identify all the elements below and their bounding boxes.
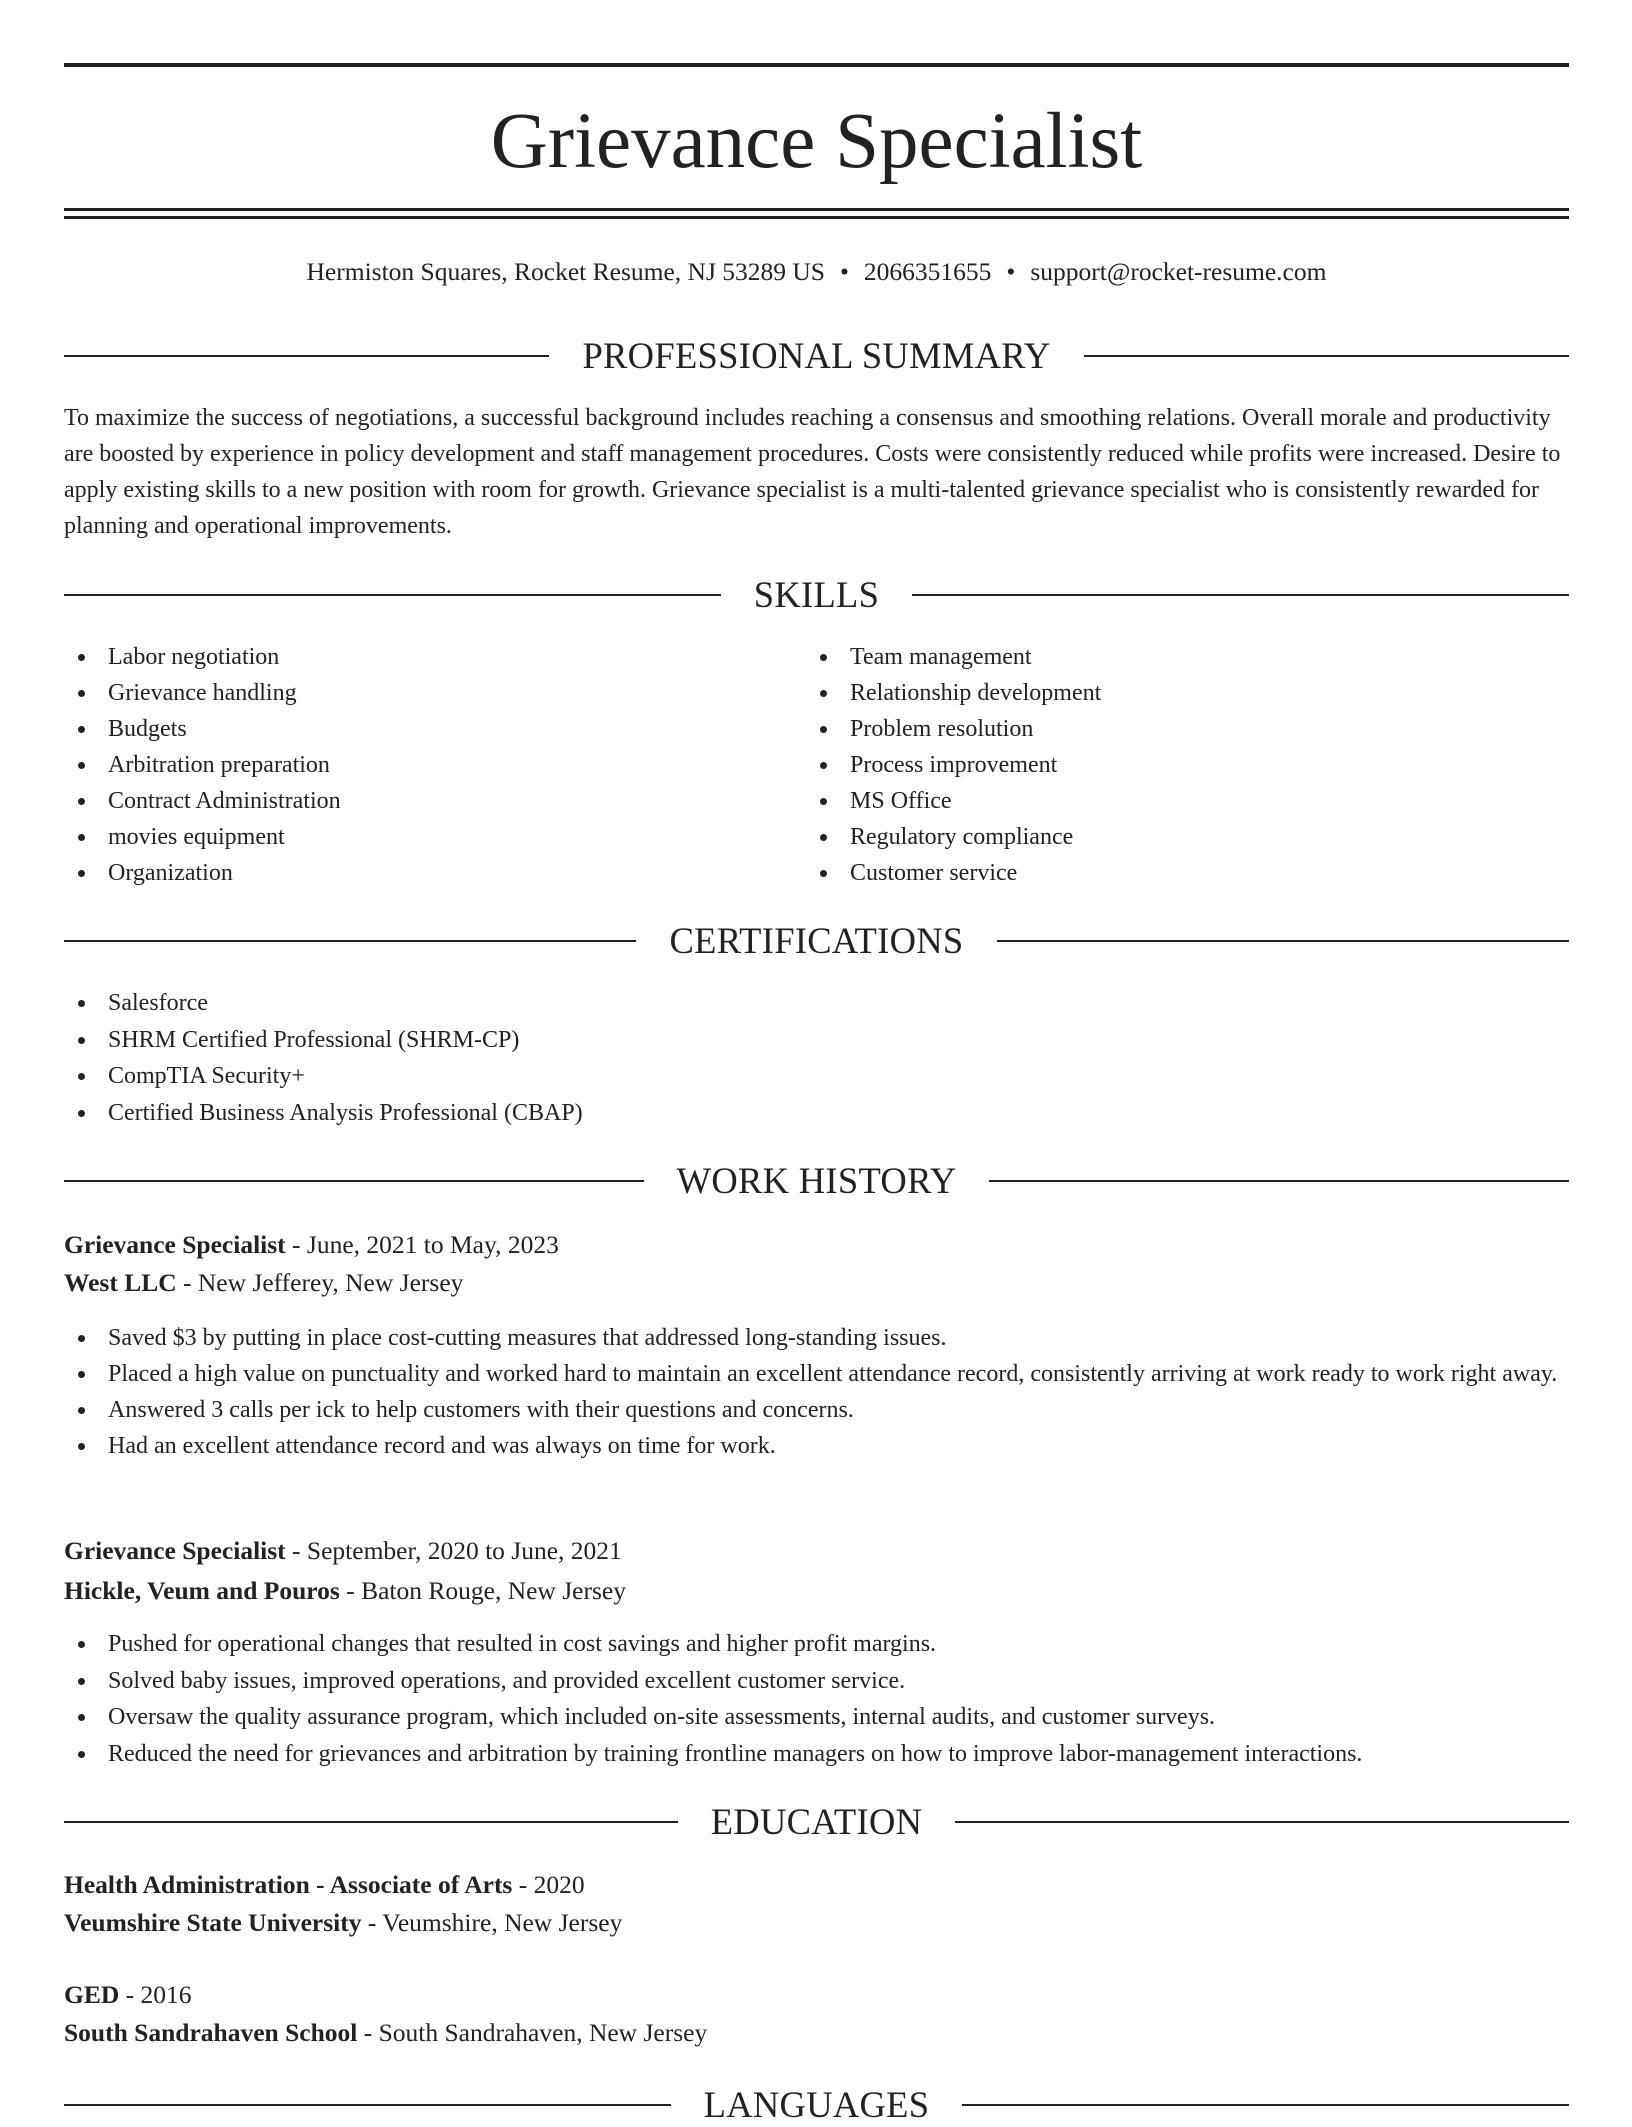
education-degree-line bbox=[64, 1866, 1569, 1904]
job-title-line bbox=[64, 1226, 1569, 1264]
job-role: Grievance Specialist bbox=[64, 1536, 286, 1565]
header-top-rule bbox=[64, 63, 1569, 67]
skills-heading: SKILLS bbox=[64, 573, 1569, 617]
work-history-heading: WORK HISTORY bbox=[64, 1159, 1569, 1203]
education-location: - South Sandrahaven, New Jersey bbox=[357, 2018, 708, 2047]
skill-item: Process improvement bbox=[806, 747, 1506, 783]
job-company-line bbox=[64, 1264, 1569, 1302]
skill-item: Relationship development bbox=[806, 675, 1506, 711]
skill-item: Arbitration preparation bbox=[64, 747, 764, 783]
job-bullet: Pushed for operational changes that resulted in cost savings and higher profit margins. bbox=[64, 1626, 1569, 1663]
job-bullet: Oversaw the quality assurance program, which included on-site assessments, internal audits, and customer surveys. bbox=[64, 1699, 1569, 1736]
education-school-line bbox=[64, 2014, 1569, 2052]
job-dates: - June, 2021 to May, 2023 bbox=[285, 1230, 559, 1259]
certification-item: CompTIA Security+ bbox=[64, 1058, 1569, 1095]
summary-heading: PROFESSIONAL SUMMARY bbox=[64, 334, 1569, 378]
education-degree: Health Administration - Associate of Arts bbox=[64, 1870, 513, 1899]
header-bottom-rule-2 bbox=[64, 216, 1569, 219]
skill-item: Budgets bbox=[64, 711, 764, 747]
resume-name: Grievance Specialist bbox=[490, 98, 1143, 185]
job-location: - New Jefferey, New Jersey bbox=[176, 1268, 464, 1297]
job-bullet: Saved $3 by putting in place cost-cutting measures that addressed long-standing issues. bbox=[64, 1320, 1569, 1356]
job-bullet: Placed a high value on punctuality and worked hard to maintain an excellent attendance record, consistently arriving at work ready to work right away. bbox=[64, 1356, 1569, 1392]
contact-phone: 2066351655 bbox=[863, 257, 992, 286]
education-degree-line bbox=[64, 1976, 1569, 2014]
education-year: - 2016 bbox=[119, 1980, 192, 2009]
skill-item: Contract Administration bbox=[64, 783, 764, 819]
education-location: - Veumshire, New Jersey bbox=[361, 1908, 623, 1937]
skill-item: Regulatory compliance bbox=[806, 819, 1506, 855]
job-bullet: Answered 3 calls per ick to help customers with their questions and concerns. bbox=[64, 1392, 1569, 1428]
certifications-heading: CERTIFICATIONS bbox=[64, 919, 1569, 963]
job-bullets bbox=[64, 1320, 1569, 1464]
job-company: Hickle, Veum and Pouros bbox=[64, 1576, 340, 1605]
skills-list-left bbox=[64, 639, 764, 891]
job-dates: - September, 2020 to June, 2021 bbox=[285, 1536, 622, 1565]
skill-item: Grievance handling bbox=[64, 675, 764, 711]
education-heading: EDUCATION bbox=[64, 1800, 1569, 1844]
job-title-line bbox=[64, 1532, 1569, 1570]
job-company: West LLC bbox=[64, 1268, 177, 1297]
job-company-line bbox=[64, 1572, 1569, 1610]
skill-item: Labor negotiation bbox=[64, 639, 764, 675]
skill-item: Problem resolution bbox=[806, 711, 1506, 747]
contact-email[interactable]: support@rocket-resume.com bbox=[1030, 257, 1327, 286]
contact-line bbox=[64, 254, 1569, 290]
contact-separator: • bbox=[1006, 257, 1016, 286]
skill-item: MS Office bbox=[806, 783, 1506, 819]
skill-item: Organization bbox=[64, 855, 764, 891]
job-location: - Baton Rouge, New Jersey bbox=[339, 1576, 626, 1605]
education-degree: GED bbox=[64, 1980, 120, 2009]
job-bullet: Had an excellent attendance record and was always on time for work. bbox=[64, 1428, 1569, 1464]
education-school-line bbox=[64, 1904, 1569, 1942]
skill-item: movies equipment bbox=[64, 819, 764, 855]
job-bullet: Reduced the need for grievances and arbitration by training frontline managers on how to improve labor-management interactions. bbox=[64, 1736, 1569, 1773]
skill-item: Team management bbox=[806, 639, 1506, 675]
job-role: Grievance Specialist bbox=[64, 1230, 286, 1259]
skills-list-right bbox=[806, 639, 1506, 891]
contact-address: Hermiston Squares, Rocket Resume, NJ 53289 US bbox=[306, 257, 825, 286]
job-bullets bbox=[64, 1626, 1569, 1772]
education-year: - 2020 bbox=[512, 1870, 585, 1899]
summary-text: To maximize the success of negotiations, a successful background includes reaching a consensus and smoothing relations. Overall morale and productivity are boosted by experience in policy development and staff management procedures. Costs were consistently reduced while profits were increased. Desire to apply existing skills to a new position with room for growth. Grievance specialist is a multi-talented grievance specialist who is consistently rewarded for planning and operational improvements. bbox=[64, 405, 1561, 539]
certification-item: SHRM Certified Professional (SHRM-CP) bbox=[64, 1022, 1569, 1059]
certifications-list bbox=[64, 985, 1569, 1131]
certification-item: Certified Business Analysis Professional (CBAP) bbox=[64, 1095, 1569, 1132]
header-bottom-rule-1 bbox=[64, 208, 1569, 211]
languages-heading: LANGUAGES bbox=[64, 2083, 1569, 2127]
certification-item: Salesforce bbox=[64, 985, 1569, 1022]
contact-separator: • bbox=[839, 257, 849, 286]
education-school: Veumshire State University bbox=[64, 1908, 362, 1937]
job-bullet: Solved baby issues, improved operations, and provided excellent customer service. bbox=[64, 1663, 1569, 1700]
skill-item: Customer service bbox=[806, 855, 1506, 891]
education-school: South Sandrahaven School bbox=[64, 2018, 358, 2047]
